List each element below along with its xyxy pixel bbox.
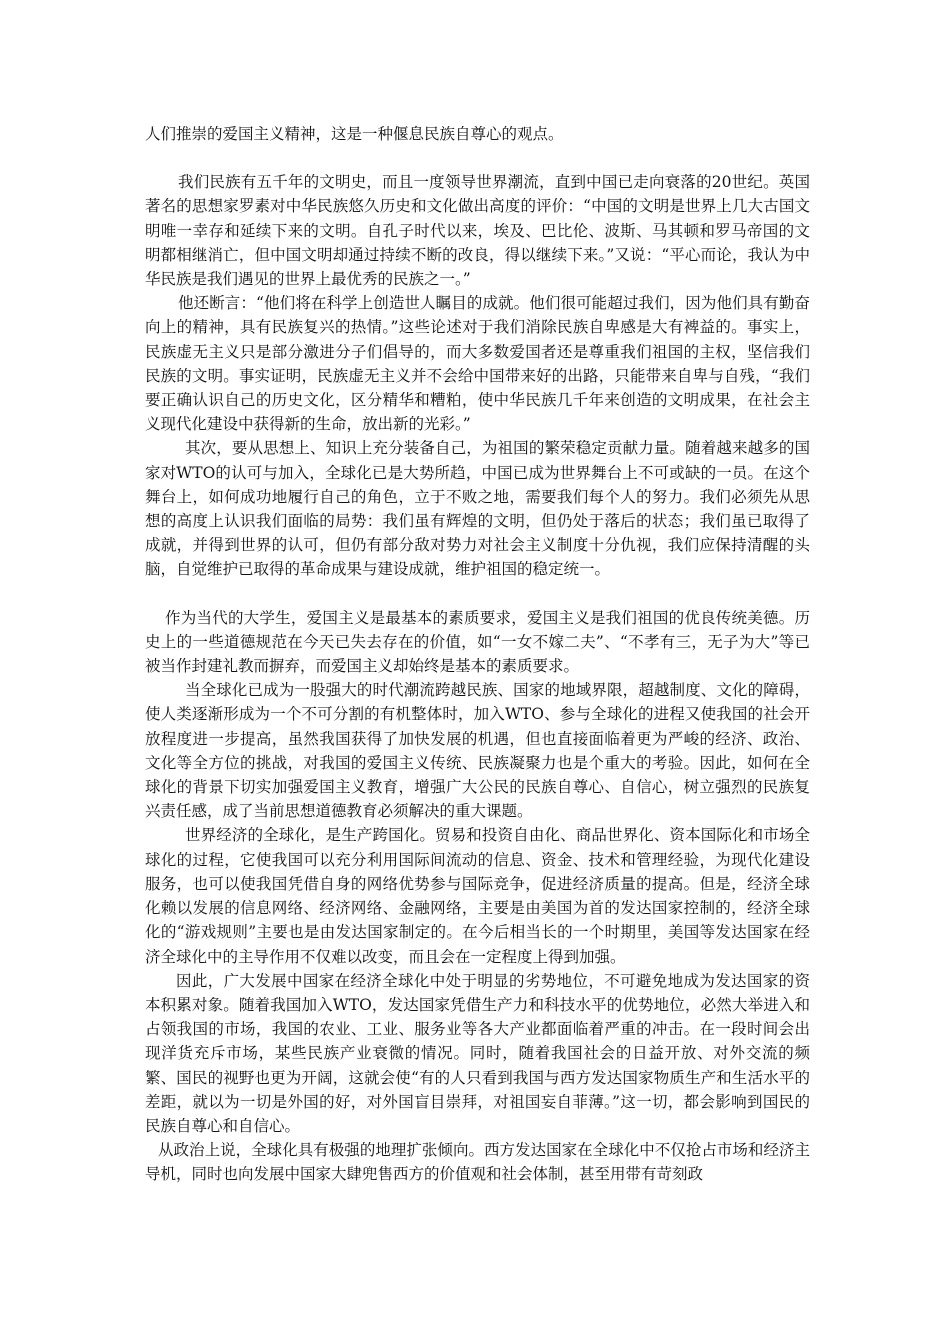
document-page [145,122,810,1187]
paragraph-gap [145,146,810,170]
paragraph: 当全球化已成为一股强大的时代潮流跨越民族、国家的地域界限，超越制度、文化的障碍，使人类逐渐形成为一个不可分割的有机整体时，加入WTO、参与全球化的进程又使我国的社会开放程度进一步提高，虽然我国获得了加快发展的机遇，但也直接面临着更为严峻的经济、政治、文化等全方位的挑战，对我国的爱国主义传统、民族凝聚力也是个重大的考验。因此，如何在全球化的背景下切实加强爱国主义教育，增强广大公民的民族自尊心、自信心，树立强烈的民族复兴责任感，成了当前思想道德教育必须解决的重大课题。 [145,681,810,821]
paragraph: 作为当代的大学生，爱国主义是最基本的素质要求，爱国主义是我们祖国的优良传统美德。历史上的一些道德规范在今天已失去存在的价值，如“一女不嫁二夫”、“不孝有三，无子为大”等已被当作封建礼教而摒弃，而爱国主义却始终是基本的素质要求。 [145,608,810,676]
paragraph: 因此，广大发展中国家在经济全球化中处于明显的劣势地位，不可避免地成为发达国家的资本积累对象。随着我国加入WTO，发达国家凭借生产力和科技水平的优势地位，必然大举进入和占领我国的市场，我国的农业、工业、服务业等各大产业都面临着严重的冲击。在一段时间会出现洋货充斥市场，某些民族产业衰微的情况。同时，随着我国社会的日益开放、对外交流的频繁、国民的视野也更为开阔，这就会使“有的人只看到我国与西方发达国家物质生产和生活水平的差距，就以为一切是外国的好，对外国盲目崇拜，对祖国妄自菲薄。”这一切，都会影响到国民的民族自尊心和自信心。 [145,971,810,1135]
paragraph: 从政治上说，全球化具有极强的地理扩张倾向。西方发达国家在全球化中不仅抢占市场和经济主导机，同时也向发展中国家大肆兜售西方的价值观和社会体制，甚至用带有苛刻政 [145,1141,810,1184]
paragraph: 世界经济的全球化，是生产跨国化。贸易和投资自由化、商品世界化、资本国际化和市场全球化的过程，它使我国可以充分利用国际间流动的信息、资金、技术和管理经验，为现代化建设服务，也可以使我国凭借自身的网络优势参与国际竞争，促进经济质量的提高。但是，经济全球化赖以发展的信息网络、经济网络、金融网络，主要是由美国为首的发达国家控制的，经济全球化的“游戏规则”主要也是由发达国家制定的。在今后相当长的一个时期里，美国等发达国家在经济全球化中的主导作用不仅难以改变，而且会在一定程度上得到加强。 [145,826,810,966]
paragraph-gap [145,582,810,606]
paragraph: 他还断言：“他们将在科学上创造世人瞩目的成就。他们很可能超过我们，因为他们具有勤奋向上的精神，具有民族复兴的热情。”这些论述对于我们消除民族自卑感是大有裨益的。事实上，民族虚无主义只是部分激进分子们倡导的，而大多数爱国者还是尊重我们祖国的主权，坚信我们民族的文明。事实证明，民族虚无主义并不会给中国带来好的出路，只能带来自卑与自残，“我们要正确认识自己的历史文化，区分精华和糟粕，使中华民族几千年来创造的文明成果，在社会主义现代化建设中获得新的生命，放出新的光彩。” [145,294,810,434]
paragraph: 人们推崇的爱国主义精神，这是一种偃息民族自尊心的观点。 [145,125,564,143]
paragraph: 其次，要从思想上、知识上充分装备自己，为祖国的繁荣稳定贡献力量。随着越来越多的国家对WTO的认可与加入，全球化已是大势所趋，中国已成为世界舞台上不可或缺的一员。在这个舞台上，如何成功地履行自己的角色，立于不败之地，需要我们每个人的努力。我们必须先从思想的高度上认识我们面临的局势：我们虽有辉煌的文明，但仍处于落后的状态；我们虽已取得了成就，并得到世界的认可，但仍有部分敌对势力对社会主义制度十分仇视，我们应保持清醒的头脑，自觉维护已取得的革命成果与建设成就，维护祖国的稳定统一。 [145,439,810,579]
paragraph: 我们民族有五千年的文明史，而且一度领导世界潮流，直到中国已走向衰落的20世纪。英国著名的思想家罗素对中华民族悠久历史和文化做出高度的评价：“中国的文明是世界上几大古国文明唯一幸存和延续下来的文明。自孔子时代以来，埃及、巴比伦、波斯、马其顿和罗马帝国的文明都相继消亡，但中国文明却通过持续不断的改良，得以继续下来。”又说：“平心而论，我认为中华民族是我们遇见的世界上最优秀的民族之一。” [145,173,810,289]
